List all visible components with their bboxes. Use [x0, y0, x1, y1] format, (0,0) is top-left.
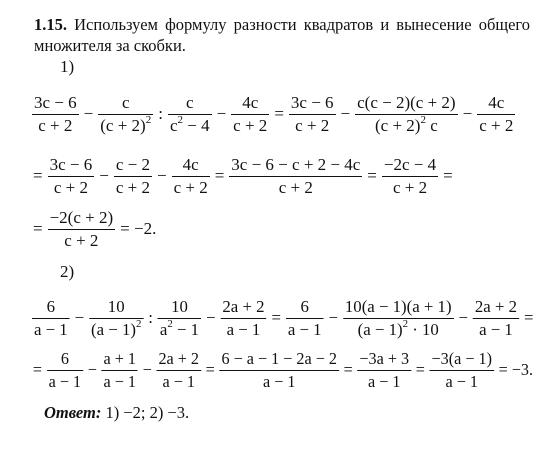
part2-label: 2)	[60, 262, 75, 281]
fraction: $\frac{-2c - 4}{c + 2}$	[383, 154, 437, 197]
equals: =	[271, 308, 281, 327]
result: = −3.	[498, 360, 534, 379]
fraction: $\frac{2a + 2}{a - 1}$	[474, 296, 518, 339]
fraction: $\frac{6}{a - 1}$	[287, 296, 322, 339]
fraction: $\frac{10}{(a - 1)^2}$	[91, 296, 142, 339]
operator: :	[148, 308, 153, 327]
operator: −	[142, 360, 152, 379]
operator: −	[74, 308, 85, 327]
fraction: $\frac{6}{a - 1}$	[33, 296, 68, 339]
fraction: $\frac{6}{a - 1}$	[48, 348, 82, 391]
answer	[44, 403, 189, 423]
fraction: $\frac{c}{c^2 - 4}$	[169, 92, 210, 135]
fraction: $\frac{3c - 6}{c + 2}$	[34, 92, 77, 135]
operator: −	[87, 360, 97, 379]
fraction: $\frac{-2(c + 2)}{c + 2}$	[49, 207, 114, 250]
equals: =	[367, 166, 377, 185]
fraction: $\frac{4c}{c + 2}$	[479, 92, 514, 135]
fraction: $\frac{3c - 6}{c + 2}$	[290, 92, 334, 135]
fraction: $\frac{c(c - 2)(c + 2)}{(c + 2)^2 c}$	[357, 92, 456, 135]
operator: −	[328, 308, 338, 327]
equals: =	[214, 166, 225, 185]
operator: −	[156, 166, 167, 185]
equals: =	[274, 104, 284, 123]
problem-statement	[34, 14, 530, 56]
equals: =	[443, 166, 453, 185]
operator: −	[458, 308, 468, 327]
fraction: $\frac{4c}{c + 2}$	[233, 92, 268, 135]
equals: =	[33, 219, 43, 238]
part1-label: 1)	[60, 57, 75, 76]
fraction: $\frac{-3(a - 1)}{a - 1}$	[431, 348, 492, 391]
problem-number: 1.15.	[34, 15, 67, 34]
operator: :	[158, 104, 163, 123]
problem-text: Используем формулу разности квадратов и вынесение общего множителя за скобки.	[34, 15, 530, 55]
fraction: $\frac{3c - 6}{c + 2}$	[49, 154, 93, 197]
operator: −	[205, 308, 216, 327]
operator: −	[83, 104, 94, 123]
fraction: $\frac{10}{a^2 - 1}$	[159, 296, 200, 339]
operator: −	[340, 104, 351, 123]
fraction: $\frac{3c - 6 - c + 2 - 4c}{c + 2}$	[231, 154, 361, 197]
equals: =	[33, 166, 43, 185]
fraction: $\frac{-3a + 3}{a - 1}$	[359, 348, 410, 391]
result: = −2.	[120, 219, 157, 238]
operator: −	[462, 104, 473, 123]
fraction: $\frac{2a + 2}{a - 1}$	[158, 348, 200, 391]
part1-line3	[30, 199, 159, 259]
fraction: $\frac{c - 2}{c + 2}$	[115, 154, 150, 197]
equals: =	[343, 360, 353, 379]
fraction: $\frac{6 - a - 1 - 2a - 2}{a - 1}$	[221, 348, 337, 391]
equals: =	[32, 360, 42, 379]
fraction: $\frac{10(a - 1)(a + 1)}{(a - 1)^2 \cdot 10}$	[344, 296, 452, 339]
answer-text: 1) −2; 2) −3.	[101, 403, 190, 422]
operator: −	[99, 166, 109, 185]
equals: =	[523, 308, 534, 327]
fraction: $\frac{4c}{c + 2}$	[173, 154, 208, 197]
fraction: $\frac{c}{(c + 2)^2}$	[100, 92, 152, 135]
equals: =	[205, 360, 215, 379]
part2-line1	[30, 288, 536, 348]
part1-line2	[30, 146, 456, 206]
fraction: $\frac{2a + 2}{a - 1}$	[222, 296, 265, 339]
operator: −	[216, 104, 227, 123]
part1-line1	[30, 84, 517, 144]
answer-label: Ответ:	[44, 403, 102, 422]
fraction: $\frac{a + 1}{a - 1}$	[103, 348, 137, 391]
equals: =	[415, 360, 425, 379]
part2-line2	[30, 340, 536, 400]
